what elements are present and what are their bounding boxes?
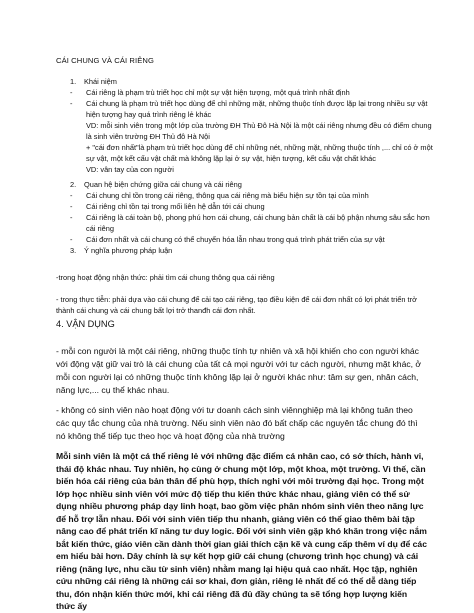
section-heading-text: Ý nghĩa phương pháp luận [84, 246, 173, 255]
section-heading [70, 245, 438, 256]
bullet: - [70, 213, 73, 222]
paragraph: - không có sinh viên nào hoạt động với tư doanh cách sinh viênnghiệp mà lại không tuân theo các quy tắc chung của nhà trường. Nếu sinh viên nào đó bất chấp các nguyên tắc chung đó thì nó không thể tiếp tục theo học và hoạt động của nhà trường [56, 405, 418, 441]
paragraph: - trong thực tiễn: phải dựa vào cái chung để cải tạo cái riêng, tạo điều kiện để cái đơn nhất có lợi phát triển trở thành cái chung và cái chung bất lợi trở thanđh cái đơn nhất. [56, 295, 417, 315]
section-heading [70, 179, 438, 190]
list-item-text: Cái riêng chỉ tồn tại trong mối liên hệ dẫn tới cái chung [86, 202, 265, 211]
list-item [70, 87, 438, 98]
outline-section-1 [70, 76, 438, 256]
paragraph: - mỗi con người là một cái riêng, những thuộc tính tự nhiên và xã hội khiến cho con người khác với động vật giữ vai trò là cái chung của tất cả mọi người với tư cách người, nhưng mặt khác, ở mỗi con người lại có những thuộc tính không lặp lại ở người khác như: tâm sự gen, nhân cách, năng lực,... cụ thể khác nhau. [56, 346, 422, 395]
bullet: - [70, 191, 73, 200]
section-heading: 4. VẬN DỤNG [56, 319, 115, 329]
plus-note: + "cái đơn nhất"là phạm trù triết học dùng để chỉ những nét, những mặt, những thuộc tính ,... chỉ có ở một sự vật, một kết cấu vật chất mà không lặp lại ở sự vật, hiện tượng, kết cấu vật chất khác [86, 143, 433, 163]
example-text: VD: vân tay của con người [86, 165, 174, 174]
list-item [70, 201, 438, 212]
section-heading-text: Quan hệ biện chứng giữa cái chung và cái riêng [84, 180, 242, 189]
bullet: - [70, 202, 73, 211]
list-item-text: Cái riêng là phạm trù triết học chỉ một sự vật hiện tượng, một quá trình nhất định [86, 88, 350, 97]
list-item [70, 234, 438, 245]
section-number: 1. [70, 77, 77, 86]
bold-paragraph: Mỗi sinh viên là một cá thể riêng lẻ với những đặc điểm cá nhân cao, có sở thích, hành vi, thái độ khác nhau. Tuy nhiên, họ cùng ở chung một lớp, một khoa, một trường. Vì thế, cần biến hóa cái riêng của bản thân để phù hợp, thích nghi với môi trường đại học. Trong một lớp học nhiều sinh viên với mức độ tiếp thu kiến thức khác nhau, giảng viên có thể sử dụng nhiều phương pháp dạy linh hoạt, bao gồm việc phân nhóm sinh viên theo năng lực để hỗ trợ lẫn nhau. Đối với sinh viên tiếp thu nhanh, giảng viên có thể giao thêm bài tập nâng cao để phát triển kĩ năng tư duy logic. Đối với sinh viên gặp khó khăn trong việc nắm bắt kiến thức, giáo viên cần dành thời gian giải thích cặn kẽ và cung cấp thêm ví dụ để các em hiểu bài hơn. Dây chính là sự kết hợp giữ cái chung (chương trình học chung) và cái riêng (năng lực, nhu cầu từ sinh viên) nhằm mang lại hiệu quả cao nhất. Học tập, nghiên cứu những cái riêng là những cái sơ khai, đơn giản, riêng lẻ nhất để có thể dễ dàng tiếp thu, đón nhận kiến thức mới, khi cái riêng đã đủ đầy chúng ta sẽ tổng hợp lượng kiến thức ấy [56, 451, 427, 611]
list-item [70, 98, 438, 120]
section-number: 3. [70, 246, 77, 255]
section-number: 2. [70, 180, 77, 189]
section-heading [70, 76, 438, 87]
example-text: VD: mỗi sinh viên trong một lớp của trường ĐH Thủ Đô Hà Nội là một cái riêng nhưng đều có điểm chung là sinh viên trường ĐH Thủ đô Hà Nội [86, 121, 432, 141]
bullet: - [70, 235, 73, 244]
section-heading-text: Khái niệm [84, 77, 117, 86]
bullet: - [70, 99, 73, 108]
list-item-text: Cái chung là phạm trù triết học dùng để chỉ những mặt, những thuộc tính được lặp lại trong nhiều sự vật hiện tượng hay quá trình riêng lẻ khác [86, 99, 428, 119]
list-item-text: Cái đơn nhất và cái chung có thể chuyển hóa lẫn nhau trong quá trình phát triển của sự vật [86, 235, 385, 244]
list-item [70, 190, 438, 201]
bullet: - [70, 88, 73, 97]
list-item [70, 212, 438, 234]
document-title: CÁI CHUNG VÀ CÁI RIÊNG [56, 56, 154, 65]
list-item-text: Cái riêng là cái toàn bộ, phong phú hơn cái chung, cái chung bản chất là cái bộ phận nhưng sâu sắc hơn cái riêng [86, 213, 430, 233]
paragraph: -trong hoạt động nhận thức: phải tìm cái chung thông qua cái riêng [56, 273, 275, 282]
list-item-text: Cái chung chỉ tồn trong cái riêng, thông qua cái riêng mà biểu hiện sự tồn tại của mình [86, 191, 369, 200]
